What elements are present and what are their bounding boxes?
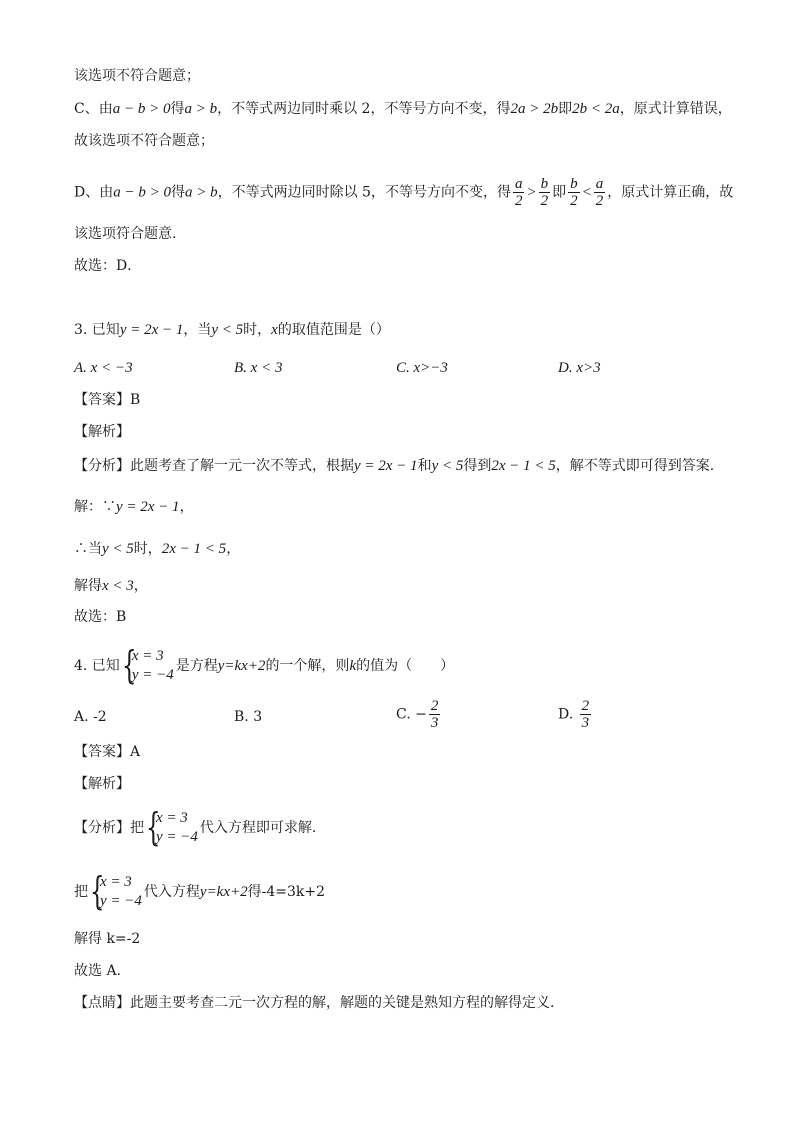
denominator: 2 (570, 193, 578, 209)
option-text: D. (558, 706, 574, 723)
math-expression: 2x − 1 < 5 (491, 458, 556, 474)
solution-line (74, 929, 140, 949)
option-d (558, 698, 593, 731)
equation: x = 3 (100, 874, 132, 890)
fraction (568, 176, 580, 209)
text: 解得 (74, 578, 102, 594)
option-a (74, 358, 133, 378)
numerator: b (570, 176, 578, 192)
text: ，原式计算错误， (619, 101, 732, 117)
text: 的取值范围是（） (277, 322, 390, 338)
analysis-text (74, 805, 317, 849)
fraction (513, 176, 525, 209)
text-line (74, 66, 200, 86)
equation: x = 3 (131, 648, 164, 664)
math-expression: a − b > 0 (112, 101, 171, 117)
option-c (396, 698, 442, 731)
math-expression: 2x − 1 < 5 (161, 541, 227, 557)
answer-label (74, 742, 140, 762)
math-expression: x (271, 322, 278, 338)
left-brace-icon: { (121, 643, 137, 687)
text: ∴当 (74, 541, 102, 557)
text: 的一个解，则 (265, 658, 350, 674)
question-4-stem (74, 643, 455, 687)
text: 时， (243, 322, 272, 338)
text: 时， (133, 541, 162, 557)
equation: y = −4 (100, 893, 142, 909)
fraction (594, 176, 606, 209)
fraction (429, 698, 441, 731)
text: 【解析】 (74, 424, 130, 440)
text: 4. 已知 (74, 658, 120, 674)
fraction (539, 176, 551, 209)
solution-line (74, 576, 148, 596)
analysis-text (74, 456, 714, 476)
text: 故选：B (74, 609, 127, 625)
text: 代入方程即可求解. (199, 820, 317, 836)
analysis-label (74, 422, 130, 442)
text: 故选 A. (74, 963, 122, 979)
text: 【解析】 (74, 776, 130, 792)
text: ，当 (183, 322, 212, 338)
text: 【答案】A (74, 744, 141, 760)
text: 【点睛】此题主要考查二元一次方程的解，解题的关键是熟知方程的解得定义. (74, 995, 555, 1011)
math-expression: y=kx+2 (217, 658, 266, 674)
text: 【分析】此题考查了解一元一次不等式，根据 (74, 458, 354, 474)
text: 的值为（ ） (356, 658, 455, 674)
solution-line (74, 539, 240, 559)
denominator: 2 (595, 193, 604, 209)
text: D、由 (74, 184, 114, 201)
text: 故该选项不符合题意； (74, 133, 214, 149)
text: ，不等式两边同时乘以 2，不等号方向不变，得 (217, 101, 511, 117)
text: 该选项符合题意. (74, 226, 177, 242)
analysis-label (74, 774, 130, 794)
text: ，原式计算正确，故 (607, 184, 734, 201)
math-operator: > (526, 184, 537, 201)
denominator: 3 (581, 715, 590, 731)
text: 得到 (463, 458, 492, 474)
numerator: a (514, 176, 523, 192)
left-brace-icon: { (90, 869, 105, 913)
text: ， (179, 499, 194, 515)
math-expression: k (349, 658, 357, 674)
math-expression: y = 2x − 1 (116, 499, 180, 515)
fraction (580, 698, 592, 731)
text: 故选：D． (74, 258, 142, 274)
choice-line (74, 961, 121, 981)
text: 是方程 (175, 658, 218, 674)
option-text: B. 3 (234, 709, 263, 725)
equation: y = −4 (156, 829, 198, 845)
equation-system (146, 805, 198, 849)
text: 得 (170, 101, 185, 117)
math-expression: a > b (184, 184, 218, 201)
math-expression: a > b (184, 101, 218, 117)
option-c (396, 358, 448, 378)
text: 和 (417, 458, 432, 474)
solution-line (74, 869, 326, 913)
text: ，解不等式即可得到答案. (555, 458, 715, 474)
option-text: A. -2 (74, 709, 107, 725)
option-text: A. x < −3 (74, 360, 133, 376)
math-expression: y = 2x − 1 (354, 458, 418, 474)
text: 把 (74, 884, 88, 900)
denominator: 2 (514, 193, 523, 209)
text: ， (226, 541, 241, 557)
choice-line (74, 607, 126, 627)
text: 3. 已知 (74, 322, 120, 338)
left-brace-icon: { (146, 805, 161, 849)
equation-system (121, 643, 174, 687)
text: 【答案】B (74, 392, 141, 408)
math-expression: y = 2x − 1 (119, 322, 184, 338)
option-b (234, 707, 262, 727)
math-expression: y < 5 (102, 541, 134, 557)
numerator: b (540, 176, 549, 192)
text: 【分析】把 (74, 820, 144, 836)
text-line (74, 176, 733, 209)
text: 得-4=3k+2 (247, 884, 326, 900)
text: 该选项不符合题意； (74, 68, 200, 84)
math-expression: a − b > 0 (113, 184, 171, 201)
option-d (558, 358, 601, 378)
math-expression: y=kx+2 (199, 884, 248, 900)
question-3-stem (74, 320, 390, 340)
equation: y = −4 (131, 667, 174, 683)
text-line (74, 131, 214, 151)
math-expression: y < 5 (431, 458, 464, 474)
text: 代入方程 (143, 884, 200, 900)
numerator: 2 (430, 698, 439, 714)
solution-line (74, 497, 194, 517)
equation: x = 3 (156, 810, 188, 826)
text-line (74, 99, 732, 119)
option-text: C. x>−3 (396, 360, 448, 376)
text: 即 (552, 184, 567, 201)
denominator: 3 (430, 715, 439, 731)
option-text: B. x < 3 (234, 360, 283, 376)
math-expression: 2b < 2a (572, 101, 620, 117)
numerator: 2 (581, 698, 590, 714)
text: 即 (558, 101, 573, 117)
option-a (74, 707, 107, 727)
math-expression: 2a > 2b (510, 101, 559, 117)
numerator: a (595, 176, 604, 192)
text-line (74, 224, 176, 244)
denominator: 2 (540, 193, 549, 209)
answer-label (74, 390, 140, 410)
option-text: C. − (396, 706, 427, 723)
text: 解得 k=-2 (74, 931, 141, 947)
option-b (234, 358, 282, 378)
math-expression: y < 5 (211, 322, 244, 338)
text-line (74, 256, 141, 276)
text: ， (133, 578, 148, 594)
option-text: D. x>3 (558, 360, 601, 376)
text: 得 (170, 184, 185, 201)
text: 解：∵ (74, 499, 116, 515)
equation-system (90, 869, 142, 913)
math-expression: x < 3 (102, 578, 134, 594)
text: ，不等式两边同时除以 5，不等号方向不变，得 (217, 184, 511, 201)
math-operator: < (581, 184, 592, 201)
comment-line (74, 993, 554, 1013)
text: C、由 (74, 101, 113, 117)
